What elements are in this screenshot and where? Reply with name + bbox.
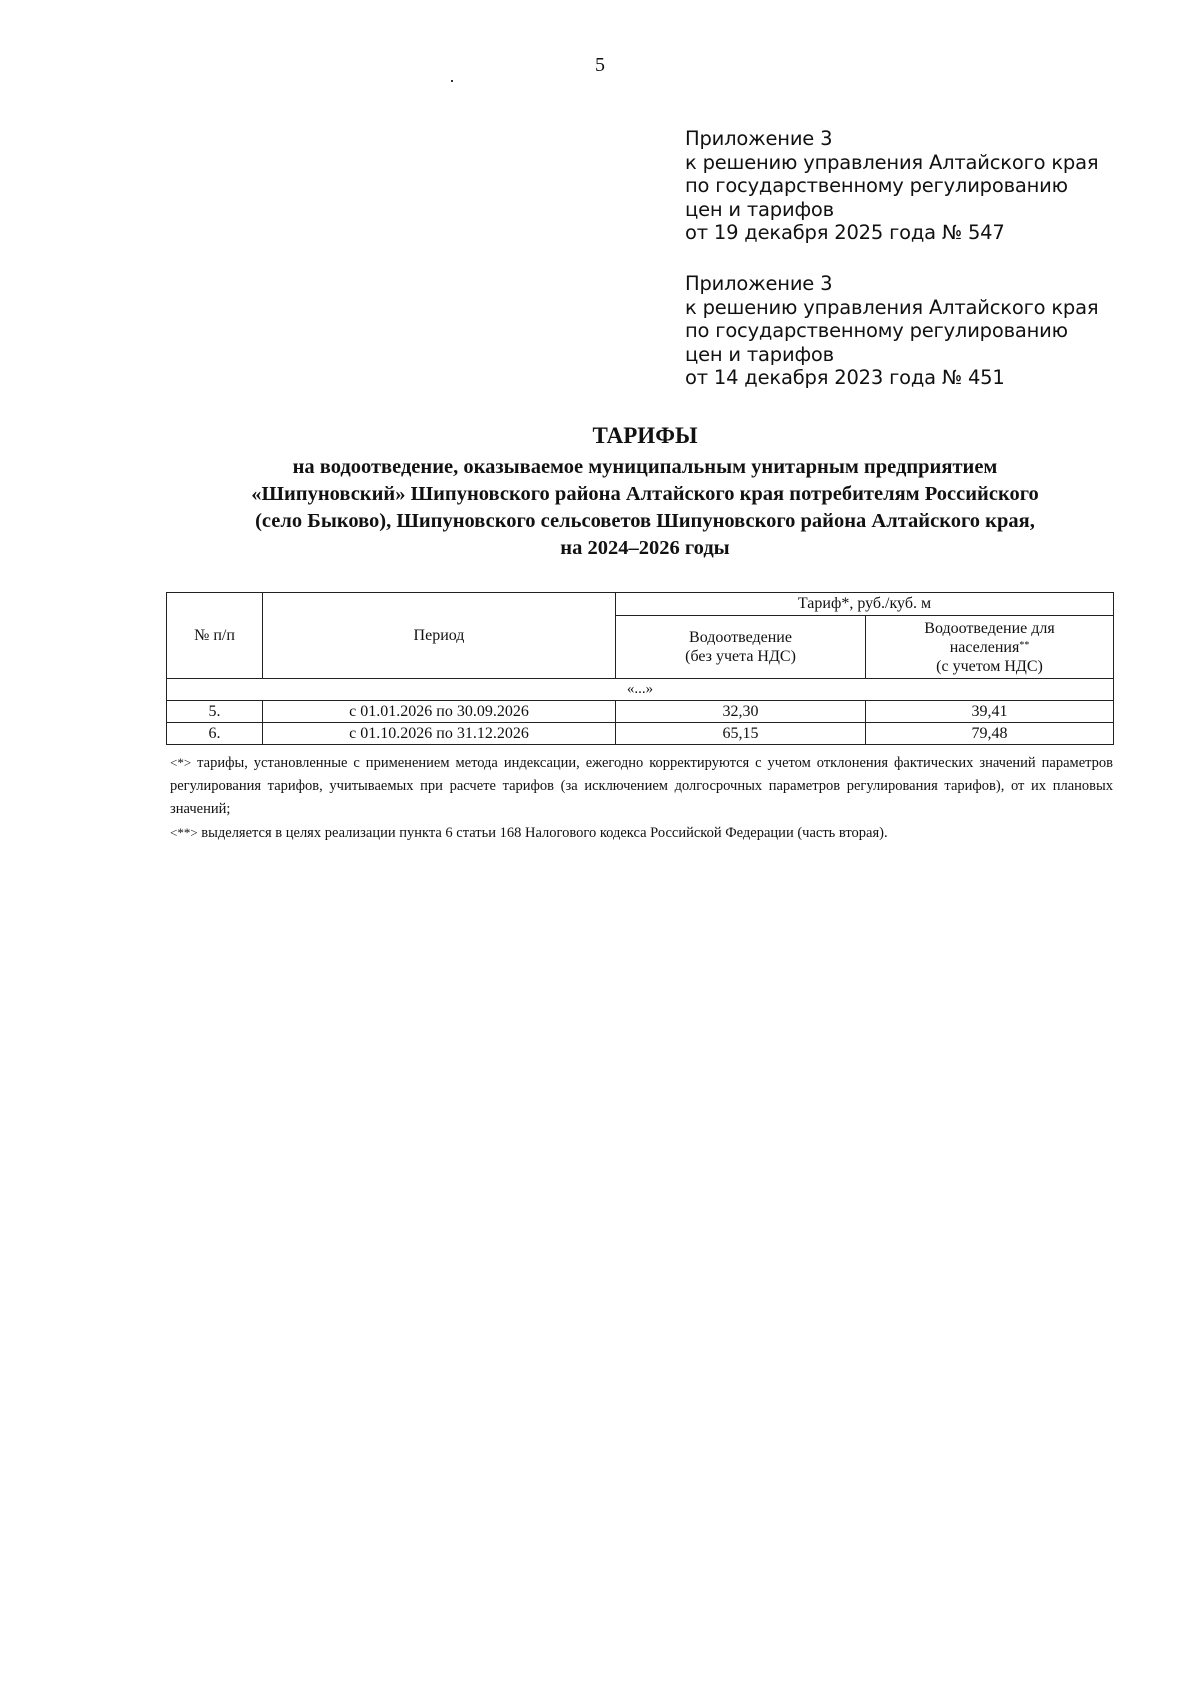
header-no-vat-line: Водоотведение (689, 629, 792, 646)
footnote-text: тарифы, установленные с применением метода индексации, ежегодно корректируются с учетом отклонения фактических значений параметров регулирования тарифов, учитываемых при расчете тарифов (за исключением долгосрочных параметров регулирования тарифов), от их плановых значений; (170, 755, 1113, 817)
header-period: Период (263, 593, 616, 679)
appendix-line: по государственному регулированию (685, 319, 1068, 342)
appendix-line: цен и тарифов (685, 342, 834, 366)
table-row (167, 701, 1114, 723)
cell-with-vat: 39,41 (866, 701, 1114, 723)
appendix-line: к решению управления Алтайского края (685, 150, 1099, 174)
tariff-table (166, 592, 1114, 745)
page-number: 5 (595, 54, 605, 76)
header-no-vat (616, 616, 866, 679)
footnotes (170, 751, 1113, 845)
appendix-current (685, 127, 1155, 245)
cell-period: с 01.01.2026 по 30.09.2026 (263, 701, 616, 723)
title-line: (село Быково), Шипуновского сельсоветов Шипуновского района Алтайского края, (255, 510, 1035, 532)
cell-with-vat: 79,48 (866, 723, 1114, 745)
appendix-line: от 14 декабря 2023 года № 451 (685, 366, 1005, 389)
header-number: № п/п (167, 593, 263, 679)
appendix-line: по государственному регулированию (685, 174, 1068, 197)
cell-number: 5. (167, 701, 263, 723)
scan-speck (451, 80, 453, 82)
header-population-line: населения** (949, 638, 1030, 656)
document-title (150, 422, 1140, 562)
footnote-2 (170, 821, 1113, 845)
header-no-vat-line: (без учета НДС) (685, 648, 796, 665)
title-line: «Шипуновский» Шипуновского района Алтайского края потребителям Российского (251, 483, 1039, 505)
appendix-line: Приложение 3 (685, 127, 833, 150)
footnote-marker: <*> (170, 755, 192, 770)
table-separator-row (167, 679, 1114, 701)
table-separator: «...» (167, 679, 1114, 701)
appendix-line: цен и тарифов (685, 197, 834, 221)
title-line: на 2024–2026 годы (560, 537, 730, 559)
cell-no-vat: 65,15 (616, 723, 866, 745)
header-population-line: Водоотведение для (924, 619, 1055, 637)
table-row (167, 723, 1114, 745)
appendix-line: от 19 декабря 2025 года № 547 (685, 221, 1005, 244)
title-line: на водоотведение, оказываемое муниципальным унитарным предприятием (292, 456, 998, 478)
footnote-text: выделяется в целях реализации пункта 6 статьи 168 Налогового кодекса Российской Федерации (часть вторая). (201, 825, 888, 841)
cell-no-vat: 32,30 (616, 701, 866, 723)
header-tariff-group: Тариф*, руб./куб. м (616, 593, 1114, 616)
header-population-line: (с учетом НДС) (936, 657, 1043, 675)
cell-number: 6. (167, 723, 263, 745)
header-population (866, 616, 1114, 679)
title-main: ТАРИФЫ (592, 423, 698, 448)
cell-period: с 01.10.2026 по 31.12.2026 (263, 723, 616, 745)
footnote-mark: ** (1019, 639, 1030, 651)
appendix-previous (685, 272, 1155, 390)
footnote-1 (170, 751, 1113, 821)
appendix-line: Приложение 3 (685, 272, 833, 295)
title-subtitle (150, 454, 1140, 562)
footnote-marker: <**> (170, 825, 198, 840)
appendix-line: к решению управления Алтайского края (685, 295, 1099, 319)
